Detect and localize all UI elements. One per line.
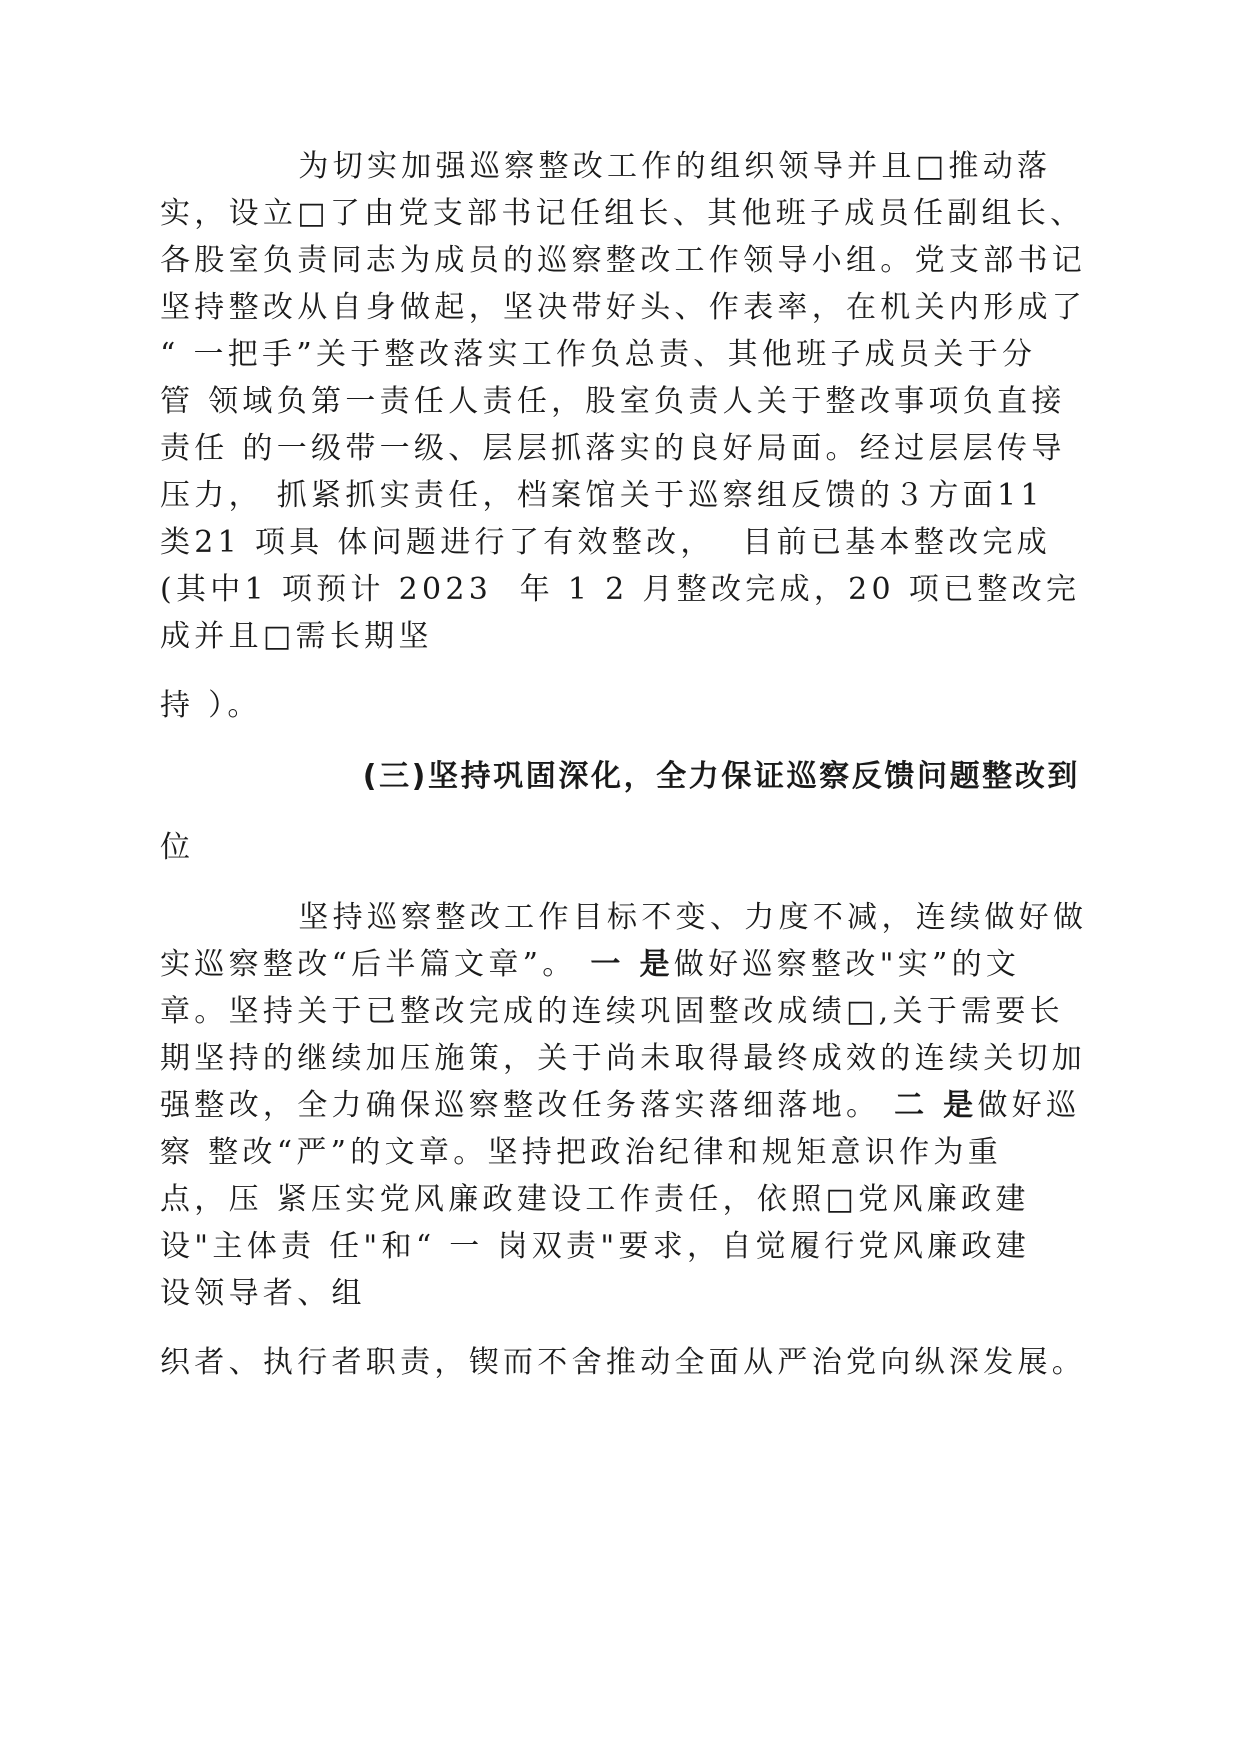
section-heading: (三)坚持巩固深化，全力保证巡察反馈问题整改到: [362, 759, 1080, 794]
paragraph-2-line-1: 坚持巡察整改工作目标不变、力度不减，连续做好做: [160, 900, 1088, 935]
paragraph-2-line-2: [160, 945, 1080, 985]
paragraph-1-line-11: 成并且□需长期坚: [160, 619, 433, 654]
paragraph-1-line-6: 管 领域负第一责任人责任，股室负责人关于整改事项负直接: [160, 384, 1066, 419]
paragraph-2-tail: 织者、执行者职责，锲而不舍推动全面从严治党向纵深发展。: [160, 1345, 1087, 1380]
paragraph-2-line-4: 期坚持的继续加压施策，关于尚未取得最终成效的连续关切加: [160, 1041, 1087, 1076]
paragraph-2-line-5-a: 强整改，全力确保巡察整改任务落实落细落地。: [160, 1088, 895, 1123]
paragraph-1-line-3: 各股室负责同志为成员的巡察整改工作领导小组。党支部书记: [160, 243, 1087, 278]
paragraph-1-line-8: 压力， 抓紧抓实责任，档案馆关于巡察组反馈的３方面11: [160, 478, 1044, 513]
point-two-label: 二 是: [894, 1088, 978, 1123]
paragraph-2-line-3: 章。坚持关于已整改完成的连续巩固整改成绩□,关于需要长: [160, 994, 1064, 1029]
section-heading-continuation: 位: [160, 830, 195, 865]
paragraph-1-line-4: 坚持整改从自身做起，坚决带好头、作表率，在机关内形成了: [160, 290, 1087, 325]
paragraph-1-line-7: 责任 的一级带一级、层层抓落实的良好局面。经过层层传导: [160, 431, 1066, 466]
paragraph-1-line-9: 类21 项具 体问题进行了有效整改， 目前已基本整改完成: [160, 525, 1052, 560]
paragraph-2-line-5-c: 做好巡: [977, 1088, 1081, 1123]
paragraph-2-line-7: 点，压 紧压实党风廉政建设工作责任，依照□党风廉政建: [160, 1182, 1030, 1217]
paragraph-1-line-10: (其中1 项预计 2023 年 1 2 月整改完成，20 项已整改完: [160, 572, 1081, 607]
paragraph-1-tail: 持 ）。: [160, 688, 262, 723]
paragraph-2-line-5: [160, 1086, 1080, 1126]
paragraph-2-line-8: 设"主体责 任"和“ 一 岗双责"要求，自觉履行党风廉政建: [160, 1229, 1031, 1264]
paragraph-2-line-9: 设领导者、组: [160, 1276, 366, 1311]
paragraph-2-line-6: 察 整改“严”的文章。坚持把政治纪律和规矩意识作为重: [160, 1135, 1003, 1170]
paragraph-1-line-1: 为切实加强巡察整改工作的组织领导并且□推动落: [160, 149, 1052, 184]
paragraph-2-line-2-a: 实巡察整改“后半篇文章”。: [160, 947, 591, 982]
paragraph-1-line-5: “ 一把手”关于整改落实工作负总责、其他班子成员关于分: [160, 337, 1037, 372]
paragraph-2-line-2-c: 做好巡察整改"实”的文: [673, 947, 1021, 982]
paragraph-1-line-2: 实，设立□了由党支部书记任组长、其他班子成员任副组长、: [160, 196, 1085, 231]
point-one-label: 一 是: [590, 947, 674, 982]
